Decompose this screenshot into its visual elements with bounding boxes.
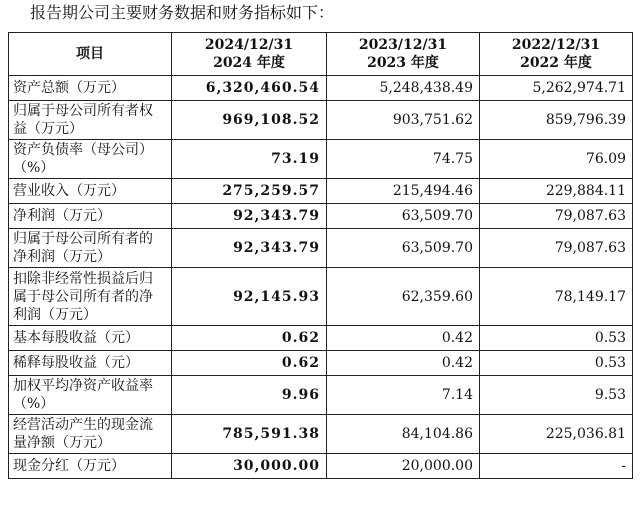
row-label: 经营活动产生的现金流量净额（万元）: [9, 415, 172, 454]
value-2022: 229,884.11: [480, 179, 633, 204]
value-2023: 74.75: [327, 140, 480, 179]
table-row: [9, 101, 633, 140]
value-2024: 92,145.93: [172, 268, 327, 326]
header-year: 2024 年度: [213, 55, 285, 71]
value-2022: 76.09: [480, 140, 633, 179]
value-2022: 859,796.39: [480, 101, 633, 140]
table-row: [9, 351, 633, 376]
header-item: 项目: [9, 33, 172, 76]
financial-data-table: [8, 32, 633, 479]
row-label: 净利润（万元）: [9, 204, 172, 229]
value-2022: -: [480, 454, 633, 479]
value-2023: 0.42: [327, 351, 480, 376]
row-label: 归属于母公司所有者权益（万元）: [9, 101, 172, 140]
value-2023: 215,494.46: [327, 179, 480, 204]
table-row: [9, 268, 633, 326]
row-label: 资产总额（万元）: [9, 76, 172, 101]
value-2022: 5,262,974.71: [480, 76, 633, 101]
table-row: [9, 454, 633, 479]
header-year: 2023 年度: [367, 55, 439, 71]
header-period-2022: [480, 33, 633, 76]
value-2022: 79,087.63: [480, 204, 633, 229]
value-2024: 73.19: [172, 140, 327, 179]
row-label: 资产负债率（母公司）（%）: [9, 140, 172, 179]
value-2022: 0.53: [480, 351, 633, 376]
row-label: 基本每股收益（元）: [9, 326, 172, 351]
row-label: 扣除非经常性损益后归属于母公司所有者的净利润（万元）: [9, 268, 172, 326]
table-row: [9, 415, 633, 454]
table-row: [9, 229, 633, 268]
value-2023: 84,104.86: [327, 415, 480, 454]
value-2024: 785,591.38: [172, 415, 327, 454]
value-2024: 275,259.57: [172, 179, 327, 204]
table-row: [9, 326, 633, 351]
value-2024: 0.62: [172, 326, 327, 351]
row-label: 现金分红（万元）: [9, 454, 172, 479]
value-2024: 969,108.52: [172, 101, 327, 140]
value-2023: 63,509.70: [327, 229, 480, 268]
value-2023: 0.42: [327, 326, 480, 351]
header-year: 2022 年度: [520, 55, 592, 71]
value-2022: 79,087.63: [480, 229, 633, 268]
value-2024: 6,320,460.54: [172, 76, 327, 101]
table-row: [9, 179, 633, 204]
value-2023: 62,359.60: [327, 268, 480, 326]
row-label: 稀释每股收益（元）: [9, 351, 172, 376]
row-label: 营业收入（万元）: [9, 179, 172, 204]
value-2022: 9.53: [480, 376, 633, 415]
value-2022: 225,036.81: [480, 415, 633, 454]
value-2022: 78,149.17: [480, 268, 633, 326]
table-row: [9, 376, 633, 415]
value-2023: 903,751.62: [327, 101, 480, 140]
value-2024: 92,343.79: [172, 229, 327, 268]
value-2024: 9.96: [172, 376, 327, 415]
value-2023: 63,509.70: [327, 204, 480, 229]
row-label: 归属于母公司所有者的净利润（万元）: [9, 229, 172, 268]
table-row: [9, 204, 633, 229]
table-header-row: [9, 33, 633, 76]
table-row: [9, 76, 633, 101]
value-2023: 20,000.00: [327, 454, 480, 479]
intro-text: 报告期公司主要财务数据和财务指标如下：: [30, 3, 335, 22]
value-2024: 0.62: [172, 351, 327, 376]
value-2023: 5,248,438.49: [327, 76, 480, 101]
header-date: 2024/12/31: [204, 37, 294, 53]
row-label: 加权平均净资产收益率（%）: [9, 376, 172, 415]
header-date: 2022/12/31: [511, 37, 601, 53]
header-period-2023: [327, 33, 480, 76]
value-2024: 92,343.79: [172, 204, 327, 229]
header-date: 2023/12/31: [358, 37, 448, 53]
value-2024: 30,000.00: [172, 454, 327, 479]
value-2023: 7.14: [327, 376, 480, 415]
header-period-2024: [172, 33, 327, 76]
table-row: [9, 140, 633, 179]
value-2022: 0.53: [480, 326, 633, 351]
